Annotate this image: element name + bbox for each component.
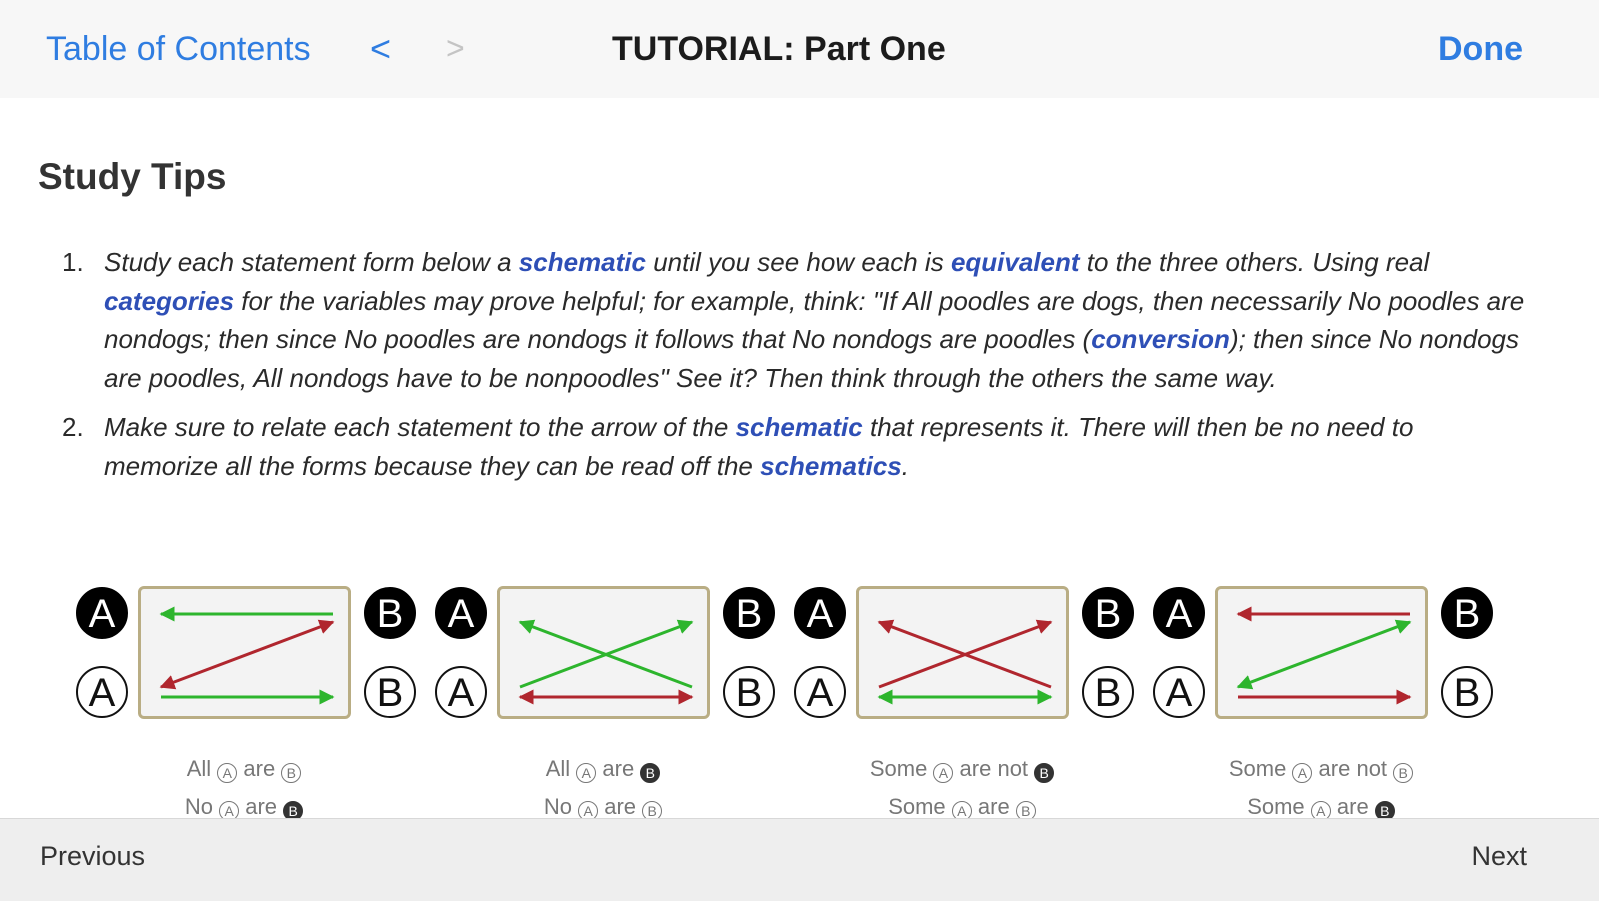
circle-a-open: A — [1153, 666, 1205, 718]
mini-circle-open: B — [281, 763, 301, 783]
done-button[interactable]: Done — [1438, 30, 1523, 68]
mini-circle-open: A — [217, 763, 237, 783]
caption-text: No — [184, 794, 220, 818]
glossary-link[interactable]: schematic — [735, 412, 863, 442]
table-of-contents-button[interactable]: Table of Contents — [46, 30, 311, 68]
caption-text: are — [598, 794, 643, 818]
arrow-red — [161, 622, 333, 687]
caption-text: No — [543, 794, 579, 818]
circle-b-open: B — [364, 666, 416, 718]
tutorial-content[interactable] — [0, 98, 1599, 818]
caption-text: are not — [1312, 756, 1394, 781]
schematic-caption — [832, 756, 1092, 783]
circle-a-open: A — [435, 666, 487, 718]
circle-b-filled: B — [1082, 587, 1134, 639]
glossary-link[interactable]: schematic — [518, 247, 646, 277]
caption-text: are not — [953, 756, 1035, 781]
glossary-link[interactable]: schematics — [760, 450, 902, 481]
mini-circle-open: B — [1393, 763, 1413, 783]
schematic-caption — [473, 756, 733, 783]
circle-b-filled: B — [1441, 587, 1493, 639]
circle-a-filled: A — [435, 587, 487, 639]
tip-text: ); then since No nondogs are poodles, All nondogs have to be nonpoodles" See it? Then think through the others the same way. — [104, 324, 1520, 393]
mini-circle-open: A — [1311, 801, 1331, 818]
caption-text: Some — [869, 756, 934, 781]
schematic-box[interactable] — [1215, 586, 1428, 719]
schematic-box[interactable] — [138, 586, 351, 719]
mini-circle-open: A — [952, 801, 972, 818]
schematic-caption — [114, 756, 374, 783]
circle-a-filled: A — [76, 587, 128, 639]
caption-text: are — [239, 794, 284, 818]
mini-circle-open: A — [219, 801, 239, 818]
circle-a-filled: A — [794, 587, 846, 639]
schematic-box[interactable] — [497, 586, 710, 719]
previous-button[interactable]: Previous — [40, 841, 146, 871]
mini-circle-filled: B — [1375, 801, 1395, 818]
glossary-link[interactable]: equivalent — [950, 247, 1080, 277]
caption-text: are — [1330, 794, 1375, 818]
caption-text: are — [971, 794, 1016, 818]
schematic-caption — [832, 794, 1092, 818]
tip-text: until you see how each is — [645, 247, 951, 277]
mini-circle-open: A — [576, 763, 596, 783]
chevron-right-icon[interactable]: > — [446, 30, 465, 66]
schematic-caption — [114, 794, 374, 818]
caption-text: All — [545, 756, 577, 781]
section-heading: Study Tips — [38, 156, 227, 197]
schematic-box[interactable] — [856, 586, 1069, 719]
mini-circle-filled: B — [640, 763, 660, 783]
tip-text: for the variables may prove helpful; for example, think: "If All poodles are dogs, then necessarily No poodles are nondogs; then since No poodles are nondogs it follows that No nondogs are poodles ( — [104, 285, 1525, 354]
tip-text: Make sure to relate each statement to the arrow of the — [104, 412, 736, 442]
page-title: TUTORIAL: Part One — [612, 30, 946, 68]
tip-text: Study each statement form below a — [104, 247, 519, 277]
circle-a-open: A — [794, 666, 846, 718]
schematic-caption — [473, 794, 733, 818]
bottom-toolbar — [0, 818, 1599, 901]
circle-b-open: B — [1082, 666, 1134, 718]
next-button[interactable]: Next — [1471, 841, 1527, 871]
schematic-arrows — [1218, 589, 1431, 722]
glossary-link[interactable]: conversion — [1091, 324, 1230, 354]
caption-text: Some — [1247, 794, 1311, 818]
caption-text: are — [237, 756, 282, 781]
circle-b-open: B — [723, 666, 775, 718]
list-number: 1. — [62, 247, 84, 277]
schematic-caption — [1191, 756, 1451, 783]
schematic-arrows — [859, 589, 1072, 722]
mini-circle-open: A — [578, 801, 598, 818]
tip-text: to the three others. Using real — [1079, 247, 1430, 277]
tip-text: that represents it. There will then be no need to memorize all the forms because they can be read off the — [104, 412, 1414, 481]
arrow-green — [1238, 622, 1410, 687]
mini-circle-open: B — [642, 801, 662, 818]
caption-text: Some — [888, 794, 952, 818]
list-number: 2. — [62, 412, 84, 442]
circle-b-open: B — [1441, 666, 1493, 718]
mini-circle-filled: B — [283, 801, 303, 818]
circle-a-filled: A — [1153, 587, 1205, 639]
caption-text: All — [186, 756, 218, 781]
chevron-left-icon[interactable]: < — [370, 28, 392, 69]
schematic-caption — [1191, 794, 1451, 818]
caption-text: Some — [1228, 756, 1293, 781]
study-tip-item — [62, 408, 1532, 485]
study-tips-list — [62, 243, 1532, 496]
mini-circle-open: A — [933, 763, 953, 783]
mini-circle-open: A — [1292, 763, 1312, 783]
tip-text: . — [901, 450, 910, 481]
circle-b-filled: B — [364, 587, 416, 639]
circle-b-filled: B — [723, 587, 775, 639]
caption-text: are — [596, 756, 641, 781]
mini-circle-open: B — [1016, 801, 1036, 818]
schematic-arrows — [141, 589, 354, 722]
mini-circle-filled: B — [1034, 763, 1054, 783]
schematic-arrows — [500, 589, 713, 722]
navigation-bar — [0, 0, 1599, 98]
study-tip-item — [62, 243, 1532, 397]
glossary-link[interactable]: categories — [104, 285, 235, 316]
circle-a-open: A — [76, 666, 128, 718]
